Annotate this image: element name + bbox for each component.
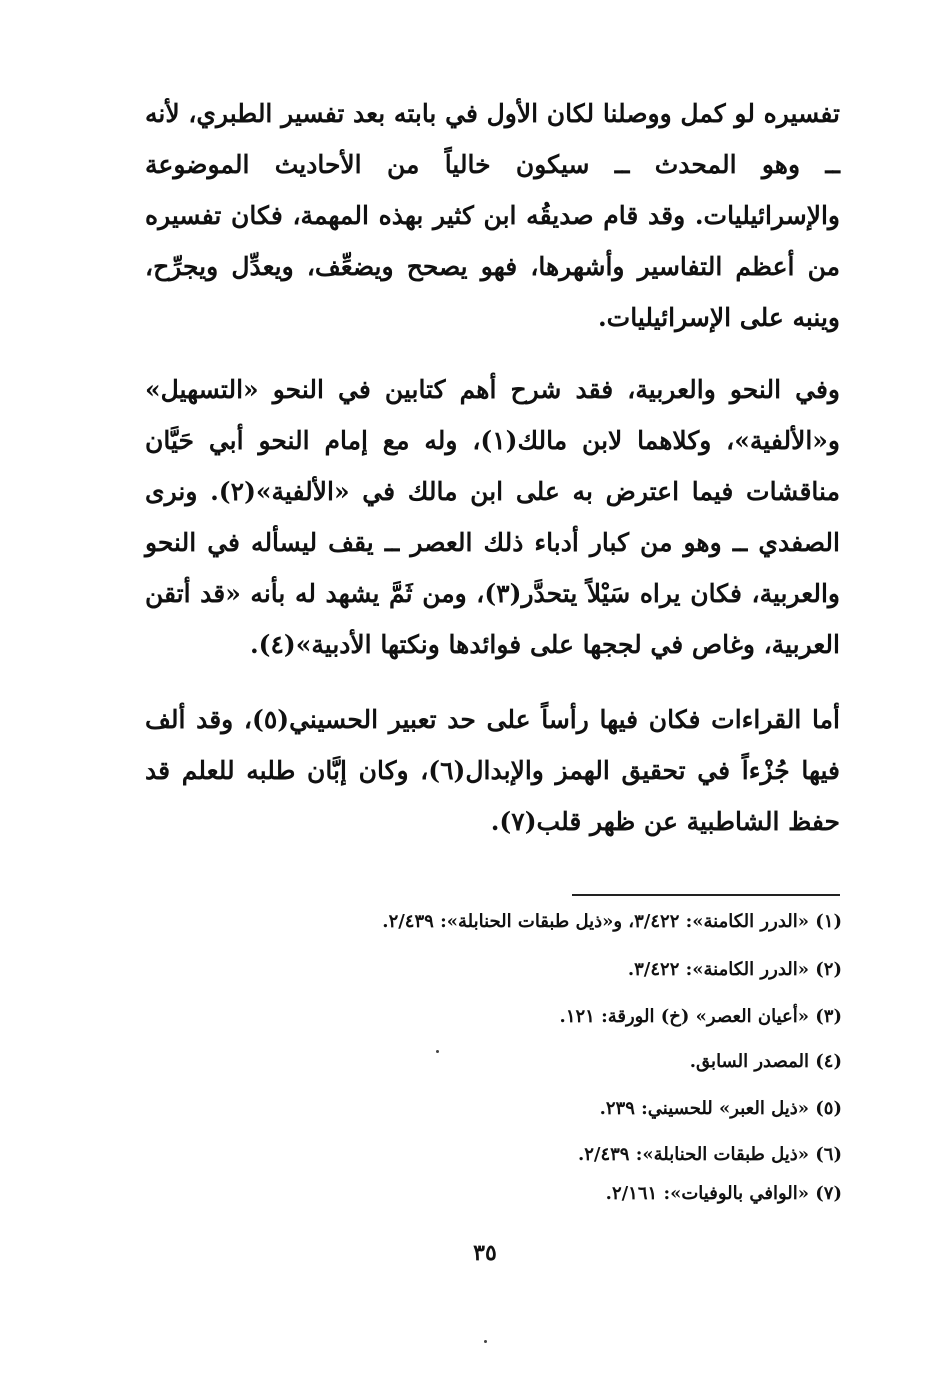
footnote-divider — [572, 894, 840, 896]
footnote-3: (٣) «أعيان العصر» (خ) الورقة: ١٢١. — [559, 1006, 842, 1027]
footnote-7: (٧) «الوافي بالوفيات»: ٢/١٦١. — [605, 1183, 842, 1204]
page-number: ٣٥ — [473, 1240, 497, 1266]
scan-speck — [484, 1340, 487, 1343]
paragraph-text: تفسيره لو كمل ووصلنا لكان الأول في بابته بعد تفسير الطبري، لأنه ــ وهو المحدث ــ سيكون خالياً من الأحاديث الموضوعة والإسرائيليات. وقد قام صديقُه ابن كثير بهذه المهمة، فكان تفسيره من أعظم التفاسير وأشهرها، فهو يصحح ويضعِّف، ويعدِّل ويجرِّح، وينبه على الإسرائيليات. — [145, 99, 840, 332]
paragraph-text: أما القراءات فكان فيها رأساً على حد تعبير الحسيني(٥)، وقد ألف فيها جُزْءاً في تحقيق الهمز والإبدال(٦)، وكان إبَّان طلبه للعلم قد حفظ الشاطبية عن ظهر قلب(٧). — [145, 705, 840, 836]
footnote-4: (٤) المصدر السابق. — [689, 1051, 842, 1072]
scan-speck — [436, 1050, 439, 1053]
body-paragraph-1 — [145, 88, 840, 343]
footnote-2: (٢) «الدرر الكامنة»: ٣/٤٢٢. — [627, 959, 842, 980]
footnote-6: (٦) «ذيل طبقات الحنابلة»: ٢/٤٣٩. — [577, 1144, 842, 1165]
footnote-1: (١) «الدرر الكامنة»: ٣/٤٢٢، و«ذيل طبقات الحنابلة»: ٢/٤٣٩. — [382, 911, 842, 932]
footnote-5: (٥) «ذيل العبر» للحسيني: ٢٣٩. — [599, 1098, 842, 1119]
body-paragraph-3 — [145, 694, 840, 847]
body-paragraph-2 — [145, 364, 840, 670]
paragraph-text: وفي النحو والعربية، فقد شرح أهم كتابين في النحو «التسهيل» و«الألفية»، وكلاهما لابن مالك(١)، وله مع إمام النحو أبي حَيَّان مناقشات فيما اعترض به على ابن مالك في «الألفية»(٢). ونرى الصفدي ــ وهو من كبار أدباء ذلك العصر ــ يقف ليسأله في النحو والعربية، فكان يراه سَيْلاً يتحدَّر(٣)، ومن ثَمَّ يشهد له بأنه «قد أتقن العربية، وغاص في لججها على فوائدها ونكتها الأدبية»(٤). — [145, 375, 840, 659]
